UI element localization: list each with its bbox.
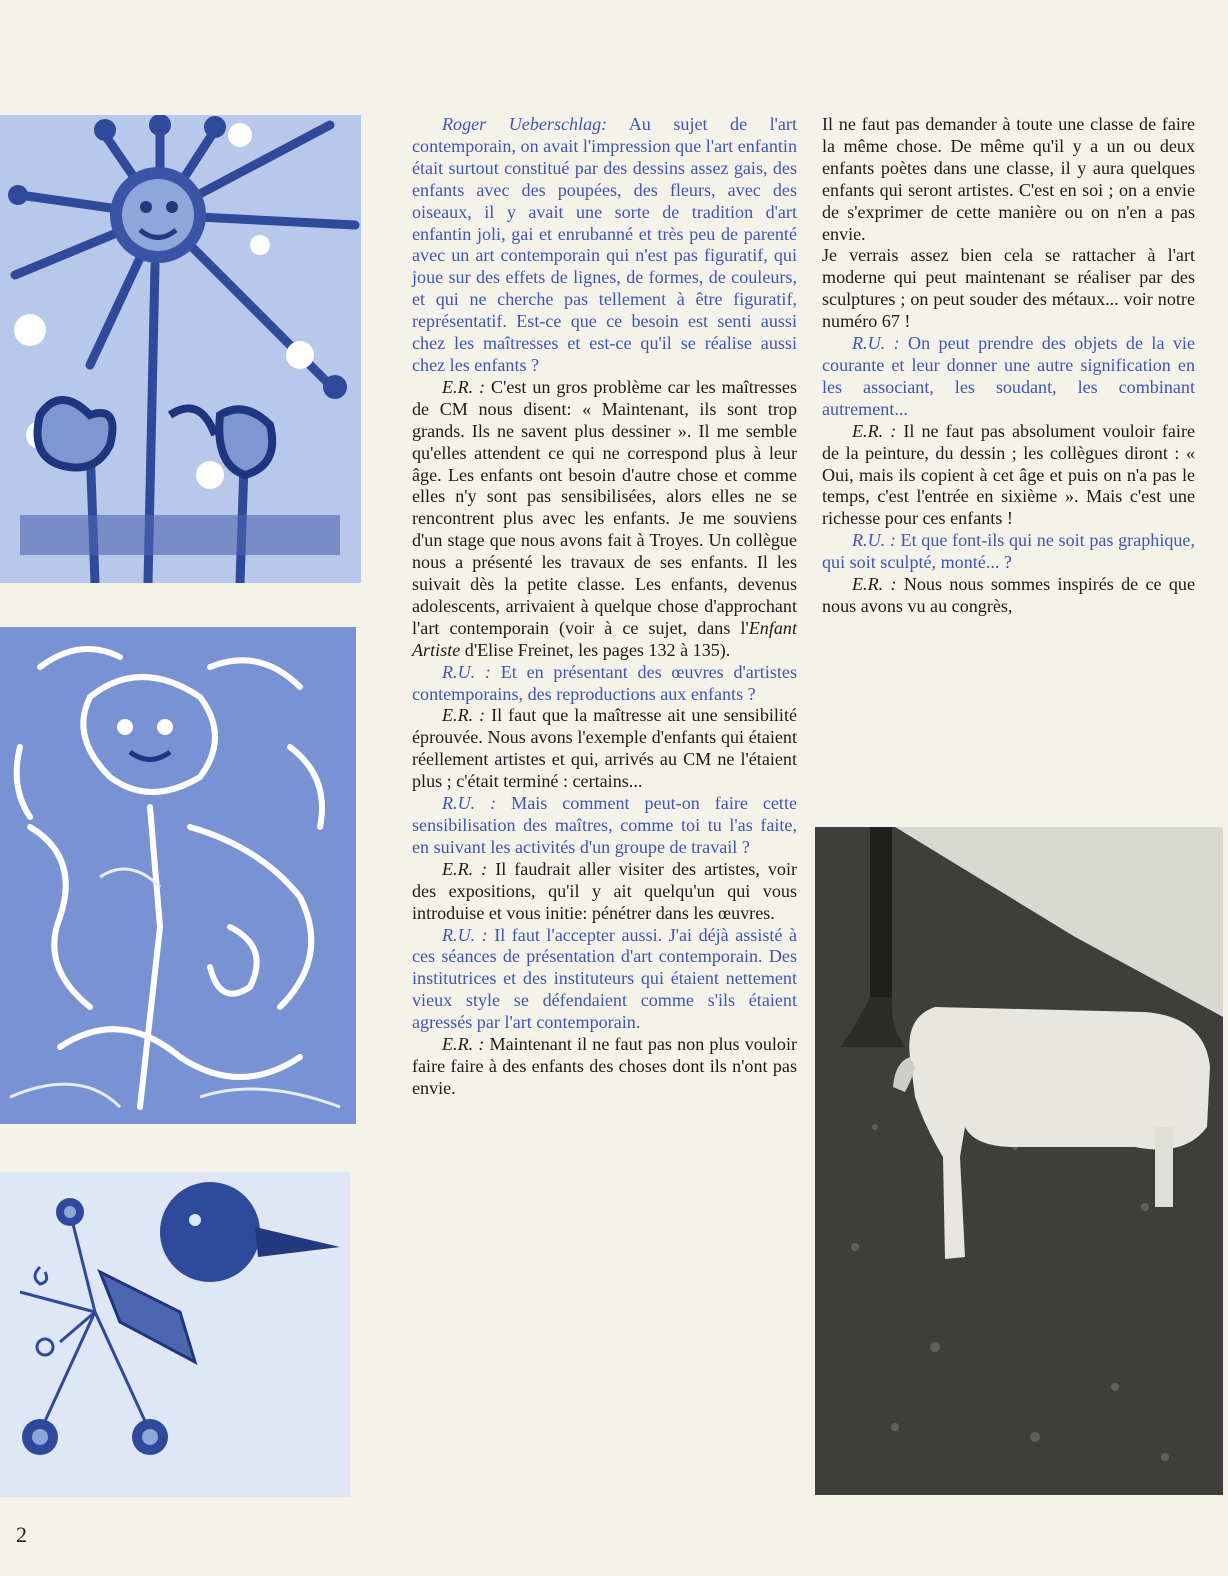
question-paragraph [412,925,797,1035]
paragraph-text: Il faut l'accepter aussi. J'ai déjà assisté à ces séances de présentation d'art contemporain. Des institutrices et des instituteurs qui étaient nettement vieux style se défendaient comme s'ils étaient agressés par l'art contemporain. [412,924,797,1033]
paragraph-text: Et que font-ils qui ne soit pas graphique, qui soit sculpté, monté... ? [822,530,1195,573]
speaker-label: E.R. : [442,858,488,879]
question-paragraph [822,530,1195,574]
paragraph-text: Nous nous sommes inspirés de ce que nous avons vu au congrès, [822,574,1195,616]
answer-paragraph [412,859,797,925]
plain-paragraph: Il ne faut pas demander à toute une classe de faire la même chose. De même qu'il y a un ou deux enfants poètes dans une classe, il y aura quelques enfants qui seront artistes. C'est en soi ; on a envie de s'exprimer de cette manière ou on n'en a pas envie. [822,114,1195,244]
paragraph-text: Et en présentant des œuvres d'artistes contemporains, des reproductions aux enfants ? [412,661,798,704]
paragraph-text: Il ne faut pas absolument vouloir faire de la peinture, du dessin ; les collègues diront : « Oui, mais ils copient à cet âge et puis on n'a pas le temps, c'est l'entrée en sixième ». Mais c'est une richesse pour ces enfants ! [822,420,1196,529]
speaker-label: R.U. : [442,793,497,814]
paragraph-text: On peut prendre des objets de la vie courante et leur donner une autre signification en les associant, les soudant, les combinant autrement... [822,333,1195,419]
speaker-label: E.R. : [442,705,486,726]
answer-paragraph [412,1034,797,1100]
question-paragraph [412,793,797,859]
paragraph-text: Il faudrait aller visiter des artistes, voir des expositions, qu'il y ait quelqu'un qui vous introduise et vous initie: pénétrer dans les œuvres. [412,858,798,923]
speaker-label: R.U. : [442,924,488,945]
article-column-1 [412,114,797,1100]
book-title: Enfant Artiste [412,617,797,660]
speaker-label: E.R. : [442,376,486,397]
drawing-sun-flowers [0,115,361,583]
paragraph-text: Mais comment peut-on faire cette sensibilisation des maîtres, comme toi tu l'as faite, en suivant les activités d'un groupe de travail ? [412,793,797,857]
drawing-abstract-face [0,627,356,1124]
speaker-label: Roger Ueberschlag: [442,114,608,134]
drawing-bird [0,1172,350,1497]
question-paragraph [822,333,1195,421]
question-paragraph [412,114,797,377]
speaker-label: E.R. : [852,574,897,595]
paragraph-text: C'est un gros problème car les maîtresses de CM nous disent: « Maintenant, ils sont trop grands. Ils ne savent plus dessiner ». Il me semble qu'elles attendent ce qui ne correspond plus à leur âge. Les enfants ont besoin d'autre chose et comme elles n'y sont pas sensibilisées, alors elles ne se rencontrent plus avec les enfants. Je me souviens d'un stage que nous avons fait à Troyes. Un collègue nous a présenté les travaux de ses enfants. Il les suivait dès la petite classe. Les enfants, devenus adolescents, arrivaient à quelque chose d'approchant l'art contemporain (voir à ce sujet, dans l' [412,376,798,638]
speaker-label: E.R. : [852,420,897,441]
photo-sculpture [815,827,1223,1495]
paragraph-text: Au sujet de l'art contemporain, on avait l'impression que l'art enfantin était surtout constitué par des dessins assez gais, des enfants avec des poupées, des fleurs, avec des oiseaux, il y avait une sorte de tradition d'art enfantin joli, gai et enrubanné et très peu de parenté avec un art contemporain qui n'est pas figuratif, qui joue sur des effets de lignes, de formes, de couleurs, et qui ne cherche pas tellement à être figuratif, représentatif. Est-ce que ce besoin est senti aussi chez les maîtresses et est-ce qu'il se réalise aussi chez les enfants ? [412,114,797,375]
paragraph-text-tail: d'Elise Freinet, les pages 132 à 135). [460,639,731,660]
question-paragraph [412,662,797,706]
plain-paragraph: Je verrais assez bien cela se rattacher à l'art moderne qui peut maintenant se réaliser par des sculptures ; on peut souder des métaux... voir notre numéro 67 ! [822,245,1195,332]
answer-paragraph [412,377,797,662]
answer-paragraph [412,705,797,793]
paragraph-text: Il faut que la maîtresse ait une sensibilité éprouvée. Nous avons l'exemple d'enfants qui étaient réellement artistes et qui, arrivés au CM ne l'étaient plus ; c'était terminé : certains... [412,705,798,792]
page-number: 2 [16,1522,27,1547]
paragraph-text: Maintenant il ne faut pas non plus vouloir faire faire à des enfants des choses dont ils n'ont pas envie. [412,1034,797,1098]
article-column-2 [822,114,1195,618]
answer-paragraph [822,574,1195,618]
speaker-label: R.U. : [852,333,900,354]
answer-paragraph [822,421,1195,531]
speaker-label: R.U. : [442,661,491,682]
speaker-label: R.U. : [852,530,896,551]
speaker-label: E.R. : [442,1034,485,1055]
